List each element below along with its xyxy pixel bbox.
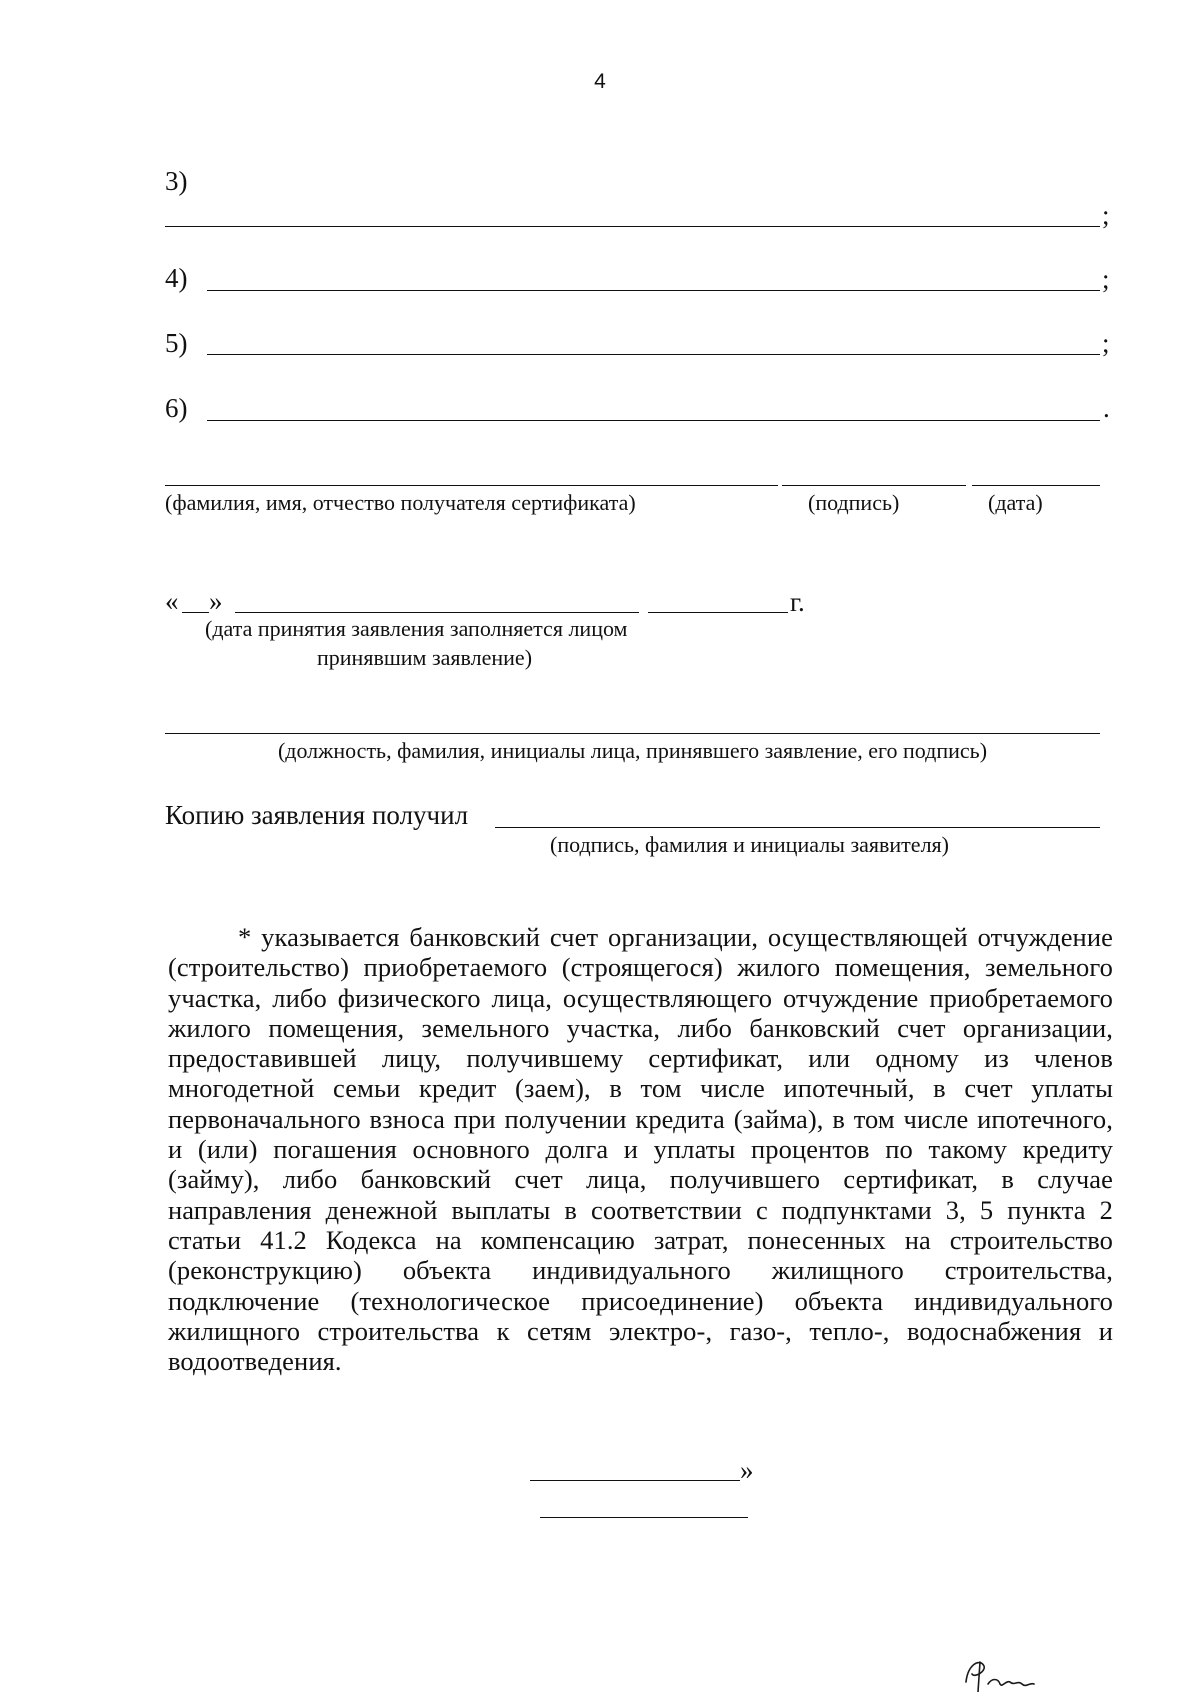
acceptance-year-suffix: г. bbox=[790, 587, 805, 617]
list-item-5-line[interactable] bbox=[207, 354, 1100, 355]
recipient-signature-line[interactable] bbox=[782, 485, 966, 486]
page-number: 4 bbox=[594, 70, 606, 93]
acceptance-quote-open: « bbox=[165, 586, 179, 616]
handwritten-signature-mark bbox=[958, 1652, 1038, 1692]
closing-line-1 bbox=[530, 1480, 740, 1481]
list-item-3-end: ; bbox=[1102, 200, 1110, 230]
list-item-3-label: 3) bbox=[165, 166, 188, 196]
acceptance-day-line[interactable] bbox=[182, 612, 209, 613]
recipient-signature-caption: (подпись) bbox=[808, 490, 900, 515]
copy-received-line[interactable] bbox=[495, 827, 1100, 828]
official-line[interactable] bbox=[165, 733, 1100, 734]
list-item-4-label: 4) bbox=[165, 263, 188, 293]
footnote-text: * указывается банковский счет организации, осуществляющей отчуждение (строительство) приобретаемого (строящегося) жилого помещения, земельного участка, либо физического лица, осуществляющего отчуждение приобретаемого жилого помещения, земельного участка, либо банковский счет организации, предоставившей лицу, получившему сертификат, или одному из членов многодетной семьи кредит (заем), в том числе ипотечный, в счет уплаты первоначального взноса при получении кредита (займа), в том числе ипотечного, и (или) погашения основного долга и уплаты процентов по такому кредиту (займу), либо банковский счет лица, получившего сертификат, в случае направления денежной выплаты в соответствии с подпунктами 3, 5 пункта 2 статьи 41.2 Кодекса на компенсацию затрат, понесенных на строительство (реконструкцию) объекта индивидуального жилищного строительства, подключение (технологическое присоединение) объекта индивидуального жилищного строительства к сетям электро-, газо-, тепло-, водоснабжения и водоотведения. bbox=[168, 922, 1113, 1377]
acceptance-quote-close: » bbox=[209, 586, 223, 616]
recipient-date-line[interactable] bbox=[972, 485, 1100, 486]
footnote-block bbox=[168, 922, 1113, 1376]
copy-received-caption: (подпись, фамилия и инициалы заявителя) bbox=[550, 832, 949, 857]
official-caption: (должность, фамилия, инициалы лица, принявшего заявление, его подпись) bbox=[277, 738, 988, 763]
acceptance-caption-line1: (дата принятия заявления заполняется лицом bbox=[205, 616, 628, 641]
list-item-3-line[interactable] bbox=[165, 226, 1100, 227]
recipient-name-line[interactable] bbox=[165, 485, 778, 486]
copy-received-label: Копию заявления получил bbox=[165, 800, 469, 830]
acceptance-month-line[interactable] bbox=[235, 612, 639, 613]
list-item-6-line[interactable] bbox=[207, 420, 1100, 421]
recipient-date-caption: (дата) bbox=[988, 490, 1043, 515]
closing-line-2 bbox=[540, 1517, 748, 1518]
list-item-5-end: ; bbox=[1102, 328, 1110, 358]
acceptance-year-line[interactable] bbox=[648, 612, 788, 613]
list-item-6-label: 6) bbox=[165, 393, 188, 423]
closing-quote: » bbox=[740, 1455, 754, 1485]
list-item-6-end: . bbox=[1103, 393, 1110, 423]
recipient-name-caption: (фамилия, имя, отчество получателя сертификата) bbox=[165, 490, 636, 515]
list-item-4-line[interactable] bbox=[207, 290, 1100, 291]
list-item-5-label: 5) bbox=[165, 328, 188, 358]
list-item-4-end: ; bbox=[1102, 264, 1110, 294]
acceptance-caption-line2: принявшим заявление) bbox=[317, 645, 533, 670]
